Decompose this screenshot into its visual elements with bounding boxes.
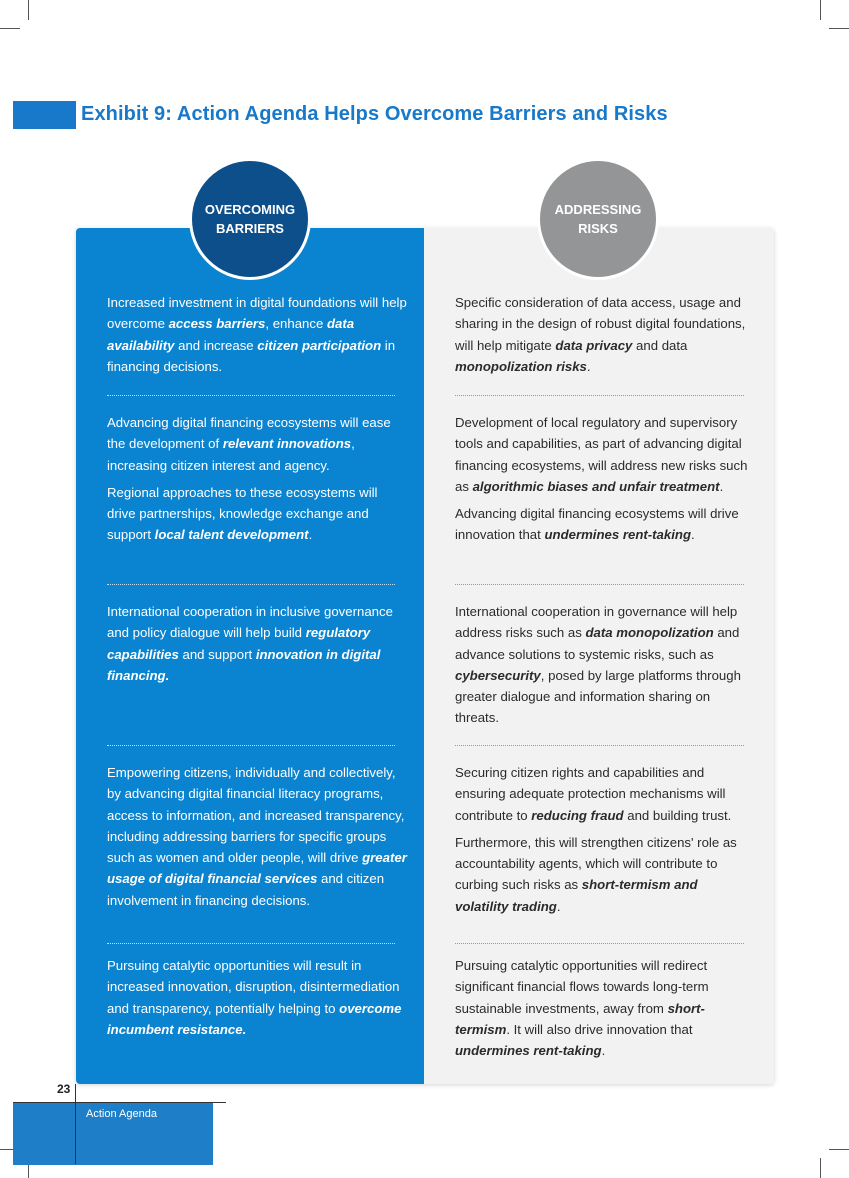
text-run: . — [586, 358, 591, 374]
crop-mark — [28, 0, 29, 20]
crop-mark — [829, 1149, 849, 1150]
emphasis: cybersecurity — [455, 667, 541, 683]
overcoming-barriers-badge — [189, 158, 311, 280]
crop-mark — [820, 1158, 821, 1178]
section-label: Action Agenda — [86, 1108, 157, 1120]
badge-line: OVERCOMING — [204, 202, 296, 217]
text-run: Specific consideration of data access, usage and sharing in the design of robust digital foundations, will help mitigate — [455, 295, 746, 353]
title-accent-bar — [13, 101, 76, 129]
emphasis: citizen participation — [257, 337, 382, 353]
paragraph — [455, 292, 750, 377]
text-run: . — [601, 1043, 606, 1059]
text-run: Pursuing catalytic opportunities will redirect significant financial flows towards long-term sustainable investments, away from — [455, 958, 709, 1016]
risks-block — [455, 762, 750, 923]
text-run: . — [719, 478, 724, 494]
text-run: Empowering citizens, individually and collectively, by advancing digital financial literacy programs, access to information, and increased transparency, including addressing barriers for specific groups such as women and older people, will drive — [107, 765, 405, 866]
crop-mark — [829, 28, 849, 29]
text-run: and support — [178, 646, 256, 662]
barriers-block — [107, 955, 407, 1046]
divider — [107, 943, 395, 944]
emphasis: data monopolization — [585, 625, 714, 641]
emphasis: undermines rent-taking — [455, 1043, 602, 1059]
text-run: in financing decisions. — [107, 337, 396, 374]
text-run: Regional approaches to these ecosystems will drive partnerships, knowledge exchange and support — [107, 484, 378, 543]
emphasis: greater usage of digital financial services — [107, 850, 407, 887]
text-run: . — [556, 898, 561, 914]
text-run: . — [691, 527, 695, 543]
paragraph — [107, 601, 407, 686]
crop-mark — [820, 0, 821, 20]
risks-block — [455, 412, 750, 552]
emphasis: short-termism — [455, 1000, 705, 1037]
divider — [107, 395, 395, 396]
addressing-risks-badge — [537, 158, 659, 280]
badge-line: RISKS — [578, 221, 618, 236]
text-run: and building trust. — [623, 807, 732, 823]
footer-rule — [13, 1102, 226, 1103]
barriers-block — [107, 601, 407, 692]
paragraph — [107, 412, 407, 476]
paragraph — [107, 762, 407, 911]
emphasis: innovation in digital financing. — [107, 646, 381, 683]
emphasis: relevant innovations — [222, 436, 352, 452]
page-title: Exhibit 9: Action Agenda Helps Overcome Barriers and Risks — [81, 103, 668, 125]
barriers-block — [107, 292, 407, 383]
badge-line: BARRIERS — [216, 221, 284, 236]
text-run: Advancing digital financing ecosystems will drive innovation that — [455, 506, 739, 543]
emphasis: short-termism and volatility trading — [455, 877, 698, 914]
emphasis: data availability — [107, 316, 355, 353]
text-run: . — [308, 527, 313, 543]
paragraph — [107, 482, 407, 546]
text-run: Increased investment in digital foundations will help overcome — [107, 295, 407, 332]
emphasis: algorithmic biases and unfair treatment — [472, 478, 720, 494]
emphasis: monopolization risks — [455, 358, 587, 374]
paragraph — [455, 832, 750, 917]
paragraph — [455, 412, 750, 497]
text-run: International cooperation in inclusive governance and policy dialogue will help build — [107, 604, 393, 641]
risks-block — [455, 955, 750, 1067]
text-run: Securing citizen rights and capabilities and ensuring adequate protection mechanisms will contribute to — [455, 765, 726, 823]
barriers-block — [107, 762, 407, 917]
text-run: and data — [632, 337, 688, 353]
crop-mark — [0, 28, 20, 29]
text-run: , increasing citizen interest and agency. — [107, 436, 355, 473]
barriers-block — [107, 412, 407, 552]
text-run: and citizen involvement in financing decisions. — [107, 871, 385, 908]
emphasis: regulatory capabilities — [107, 625, 371, 662]
paragraph — [455, 503, 750, 546]
page-number: 23 — [57, 1082, 71, 1096]
text-run: Pursuing catalytic opportunities will result in increased innovation, disruption, disintermediation and transparency, potentially helping to — [107, 958, 400, 1016]
text-run: and advance solutions to systemic risks, such as — [455, 625, 740, 662]
divider — [455, 584, 744, 585]
text-run: and increase — [174, 337, 258, 353]
divider — [455, 745, 744, 746]
badge-line: ADDRESSING — [554, 202, 642, 217]
risks-block — [455, 601, 750, 735]
divider — [455, 943, 744, 944]
emphasis: access barriers — [168, 316, 266, 332]
text-run: Development of local regulatory and supervisory tools and capabilities, as part of advancing digital financing ecosystems, will address new risks such as — [455, 415, 748, 494]
paragraph — [107, 292, 407, 377]
text-run: International cooperation in governance will help address risks such as — [455, 604, 738, 641]
paragraph — [455, 955, 750, 1061]
text-run: , enhance — [265, 316, 327, 332]
emphasis: undermines rent-taking — [544, 527, 692, 543]
paragraph — [455, 601, 750, 729]
footer-rule — [75, 1084, 76, 1164]
emphasis: reducing fraud — [531, 807, 624, 823]
divider — [107, 584, 395, 585]
text-run: Advancing digital financing ecosystems will ease the development of — [107, 415, 391, 452]
risks-block — [455, 292, 750, 383]
divider — [455, 395, 744, 396]
paragraph — [107, 955, 407, 1040]
emphasis: overcome incumbent resistance. — [107, 1000, 402, 1037]
paragraph — [455, 762, 750, 826]
divider — [107, 745, 395, 746]
emphasis: data privacy — [555, 337, 633, 353]
text-run: . It will also drive innovation that — [506, 1021, 693, 1037]
text-run: Furthermore, this will strengthen citizens' role as accountability agents, which will contribute to curbing such risks as — [455, 834, 737, 893]
text-run: , posed by large platforms through greater dialogue and information sharing on threats. — [455, 667, 741, 726]
emphasis: local talent development — [154, 527, 309, 543]
